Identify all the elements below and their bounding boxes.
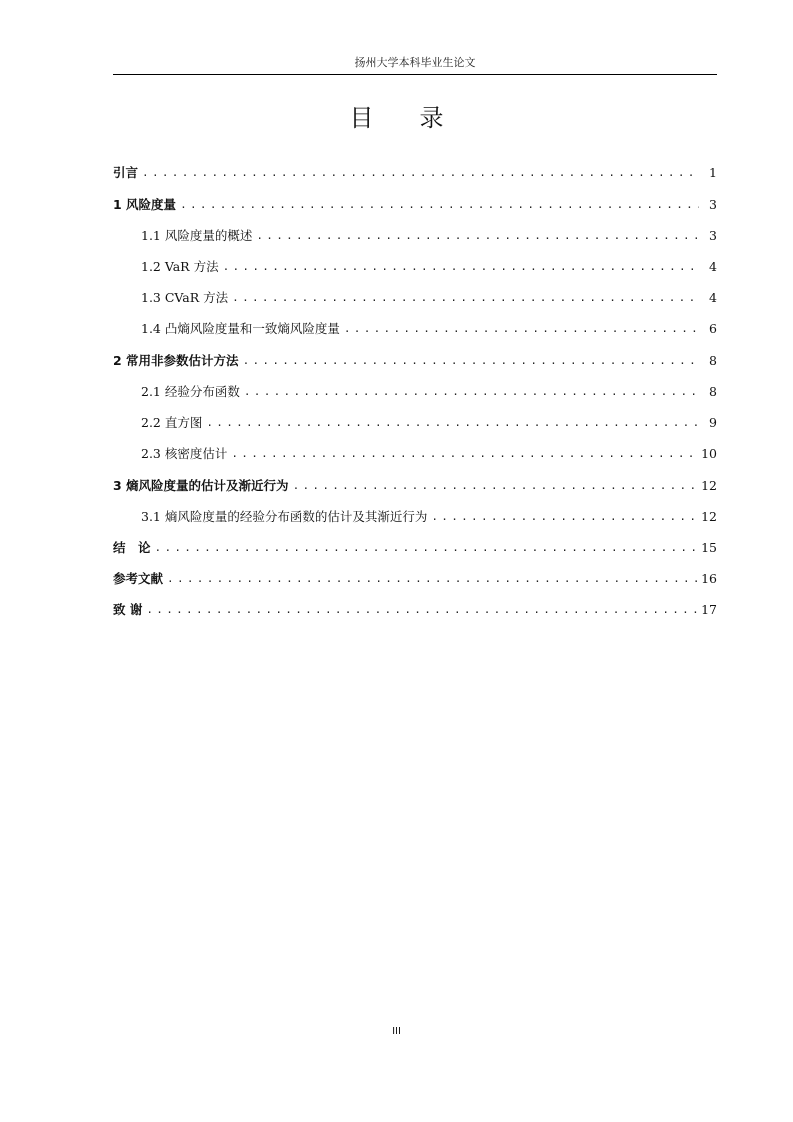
toc-entry-page: 4: [709, 289, 717, 305]
toc-entry-page: 17: [701, 601, 717, 617]
toc-entry-page: 8: [709, 383, 717, 399]
toc-entry-label: 参考文献: [113, 571, 164, 586]
toc-entry-page: 8: [709, 352, 717, 368]
toc-entry-page: 3: [709, 196, 717, 212]
toc-leader-dots: [256, 229, 699, 242]
toc-leader-dots: [344, 322, 699, 335]
toc-entry-page: 1: [709, 164, 717, 180]
toc-entry[interactable]: [113, 379, 717, 403]
toc-leader-dots: [180, 198, 699, 211]
toc-entry[interactable]: [113, 316, 717, 340]
toc-leader-dots: [243, 354, 699, 367]
toc-entry-label: 3 熵风险度量的估计及渐近行为: [113, 478, 289, 493]
toc-leader-dots: [206, 416, 699, 429]
toc-leader-dots: [167, 572, 697, 585]
toc-entry-page: 4: [709, 258, 717, 274]
toc-entry-page: 16: [701, 570, 717, 586]
page-title-char-1: 目: [349, 104, 374, 132]
toc-leader-dots: [232, 291, 699, 304]
toc-entry[interactable]: [113, 192, 717, 216]
toc-entry[interactable]: [113, 410, 717, 434]
toc-entry-label: 1.1 风险度量的概述: [141, 228, 253, 243]
toc-leader-dots: [293, 479, 698, 492]
toc-entry[interactable]: [113, 473, 717, 497]
toc-entry-label: 2 常用非参数估计方法: [113, 353, 239, 368]
page-title: [0, 98, 793, 133]
toc-entry[interactable]: [113, 441, 717, 465]
toc-entry[interactable]: [113, 566, 717, 590]
toc-entry-page: 15: [701, 539, 717, 555]
toc-entry-label: 结 论: [113, 540, 151, 555]
toc-entry[interactable]: [113, 160, 717, 184]
toc-leader-dots: [431, 510, 697, 523]
toc-entry[interactable]: [113, 535, 717, 559]
toc-leader-dots: [223, 260, 699, 273]
page-number: III: [392, 1026, 401, 1037]
running-header: 扬州大学本科毕业生论文: [113, 54, 717, 75]
toc-entry-label: 2.1 经验分布函数: [141, 384, 240, 399]
toc-entry-page: 12: [701, 477, 717, 493]
toc-entry-label: 1.3 CVaR 方法: [141, 290, 229, 305]
page-title-char-2: 录: [419, 104, 444, 132]
toc-leader-dots: [155, 541, 698, 554]
toc-entry-page: 6: [709, 320, 717, 336]
toc-entry-label: 2.2 直方图: [141, 415, 203, 430]
toc-leader-dots: [231, 447, 697, 460]
toc-leader-dots: [142, 166, 699, 179]
toc-leader-dots: [244, 385, 699, 398]
toc-entry-page: 9: [709, 414, 717, 430]
toc-entry-label: 1 风险度量: [113, 197, 177, 212]
toc-entry[interactable]: [113, 285, 717, 309]
toc-entry-label: 2.3 核密度估计: [141, 446, 228, 461]
toc-leader-dots: [146, 603, 697, 616]
toc-entry-label: 3.1 熵风险度量的经验分布函数的估计及其渐近行为: [141, 509, 428, 524]
toc-entry-label: 引言: [113, 165, 139, 180]
toc-entry[interactable]: [113, 504, 717, 528]
toc-entry-label: 1.4 凸熵风险度量和一致熵风险度量: [141, 321, 340, 336]
toc-entry-page: 3: [709, 227, 717, 243]
toc-entry-page: 12: [701, 508, 717, 524]
toc-entry[interactable]: [113, 348, 717, 372]
toc-entry-label: 致 谢: [113, 602, 143, 617]
toc-entry[interactable]: [113, 223, 717, 247]
toc-entry[interactable]: [113, 597, 717, 621]
toc-entry[interactable]: [113, 254, 717, 278]
toc-entry-page: 10: [701, 445, 717, 461]
toc-entry-label: 1.2 VaR 方法: [141, 259, 219, 274]
